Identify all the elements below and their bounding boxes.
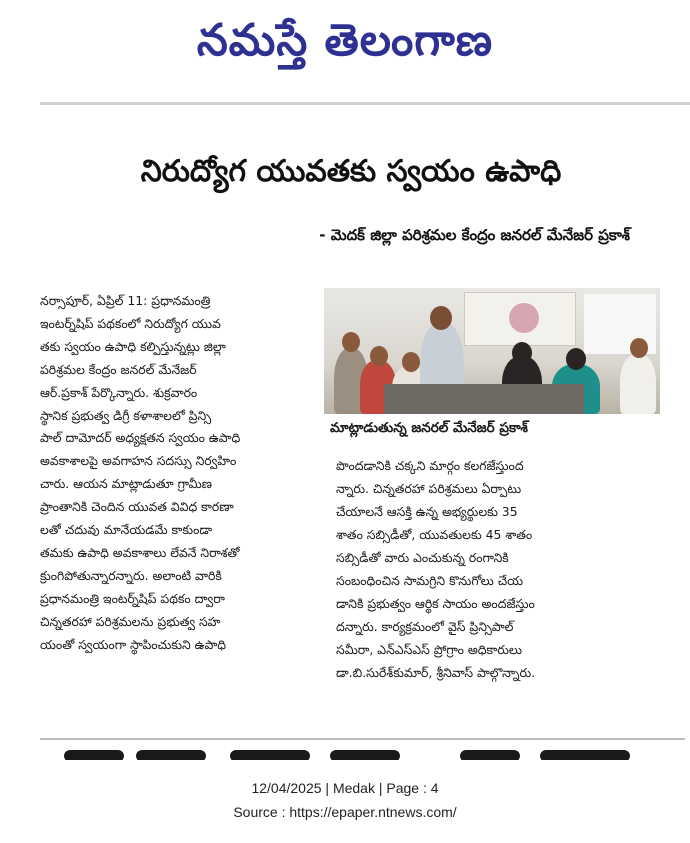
text-line: ప్రధానమంత్రి ఇంటర్న్‌షిప్ పథకం ద్వారా — [40, 590, 225, 606]
text-line: సంబంధించిన సామగ్రిని కొనుగోలు చేయ — [336, 573, 524, 588]
text-line: డానికి ప్రభుత్వం ఆర్థిక సాయం అందజేస్తుం — [336, 596, 535, 611]
text-line: నర్సాపూర్, ఏప్రిల్ 11: ప్రధానమంత్రి — [40, 293, 211, 308]
article-subheadline: - మెదక్ జిల్లా పరిశ్రమల కేంద్రం జనరల్ మేనేజర్ ప్రకాశ్ — [319, 226, 630, 244]
text-line: తమకు ఉపాధి అవకాశాలు లేవనే నిరాశతో — [40, 544, 240, 560]
text-line: చారు. ఆయన మాట్లాడుతూ గ్రామీణ — [40, 476, 212, 492]
text-line: లతో చదువు మానేయడమే కాకుండా — [40, 522, 213, 538]
text-line: ఆర్.ప్రకాశ్ పేర్కొన్నారు. శుక్రవారం — [40, 384, 198, 400]
footer-source-line: Source : https://epaper.ntnews.com/ — [233, 804, 457, 820]
text-line: ప్రాంతానికి చెందిన యువత వివిధ కారణా — [40, 499, 234, 515]
text-line: డా.బి.సురేశ్‌కుమార్, శ్రీనివాస్ పాల్గొన్నారు. — [336, 665, 536, 680]
article-photo — [324, 288, 660, 414]
text-line: స్థానిక ప్రభుత్వ డిగ్రీ కళాశాలలో ప్రిన్సి — [40, 407, 212, 423]
text-line: యంతో స్వయంగా స్థాపించుకుని ఉపాధి — [40, 636, 227, 652]
text-line: చేయాలనే ఆసక్తి ఉన్న అభ్యర్థులకు 35 — [336, 504, 518, 519]
article-right-column — [336, 454, 660, 684]
text-line: శాతం సబ్సిడీతో, యువతులకు 45 శాతం — [336, 527, 533, 542]
text-line: సబ్సిడీతో వారు ఎంచుకున్న రంగానికి — [336, 550, 509, 565]
text-line: న్నారు. చిన్నతరహా పరిశ్రమలు ఏర్పాటు — [336, 481, 522, 496]
text-line: ఇంటర్న్‌షిప్ పథకంలో నిరుద్యోగ యువ — [40, 315, 221, 331]
banner-board — [464, 292, 576, 346]
text-line: క్రుంగిపోతున్నారన్నారు. అలాంటి వారికి — [40, 567, 222, 583]
text-line: దన్నారు. కార్యక్రమంలో వైస్ ప్రిన్సిపాల్ — [336, 619, 514, 634]
text-line: పాల్ దామోదర్ అధ్యక్షతన స్వయం ఉపాధి — [40, 430, 241, 446]
masthead-divider — [40, 102, 690, 105]
text-line: సమీరా, ఎన్ఎస్ఎస్ ప్రోగ్రాం అధికారులు — [336, 642, 522, 657]
text-line: చిన్నతరహా పరిశ్రమలను ప్రభుత్వ సహ — [40, 613, 221, 629]
article-divider — [40, 738, 685, 740]
text-line: పరిశ్రమల కేంద్రం జనరల్ మేనేజర్ — [40, 361, 197, 377]
photo-caption: మాట్లాడుతున్న జనరల్ మేనేజర్ ప్రకాశ్ — [324, 414, 660, 442]
masthead-logo: నమస్తే తెలంగాణ — [196, 15, 494, 66]
text-line: తకు స్వయం ఉపాధి కల్పిస్తున్నట్లు జిల్లా — [40, 338, 226, 354]
footer-date-line: 12/04/2025 | Medak | Page : 4 — [251, 780, 439, 796]
article-left-column — [40, 290, 322, 657]
cropped-next-headline — [40, 744, 640, 760]
text-line: అవకాశాలపై అవగాహన సదస్సు నిర్వహిం — [40, 453, 237, 469]
text-line: పొందడానికి చక్కని మార్గం కలగజేస్తుంద — [336, 458, 524, 473]
stage-table — [384, 384, 584, 414]
article-headline: నిరుద్యోగ యువతకు స్వయం ఉపాధి — [140, 154, 562, 189]
